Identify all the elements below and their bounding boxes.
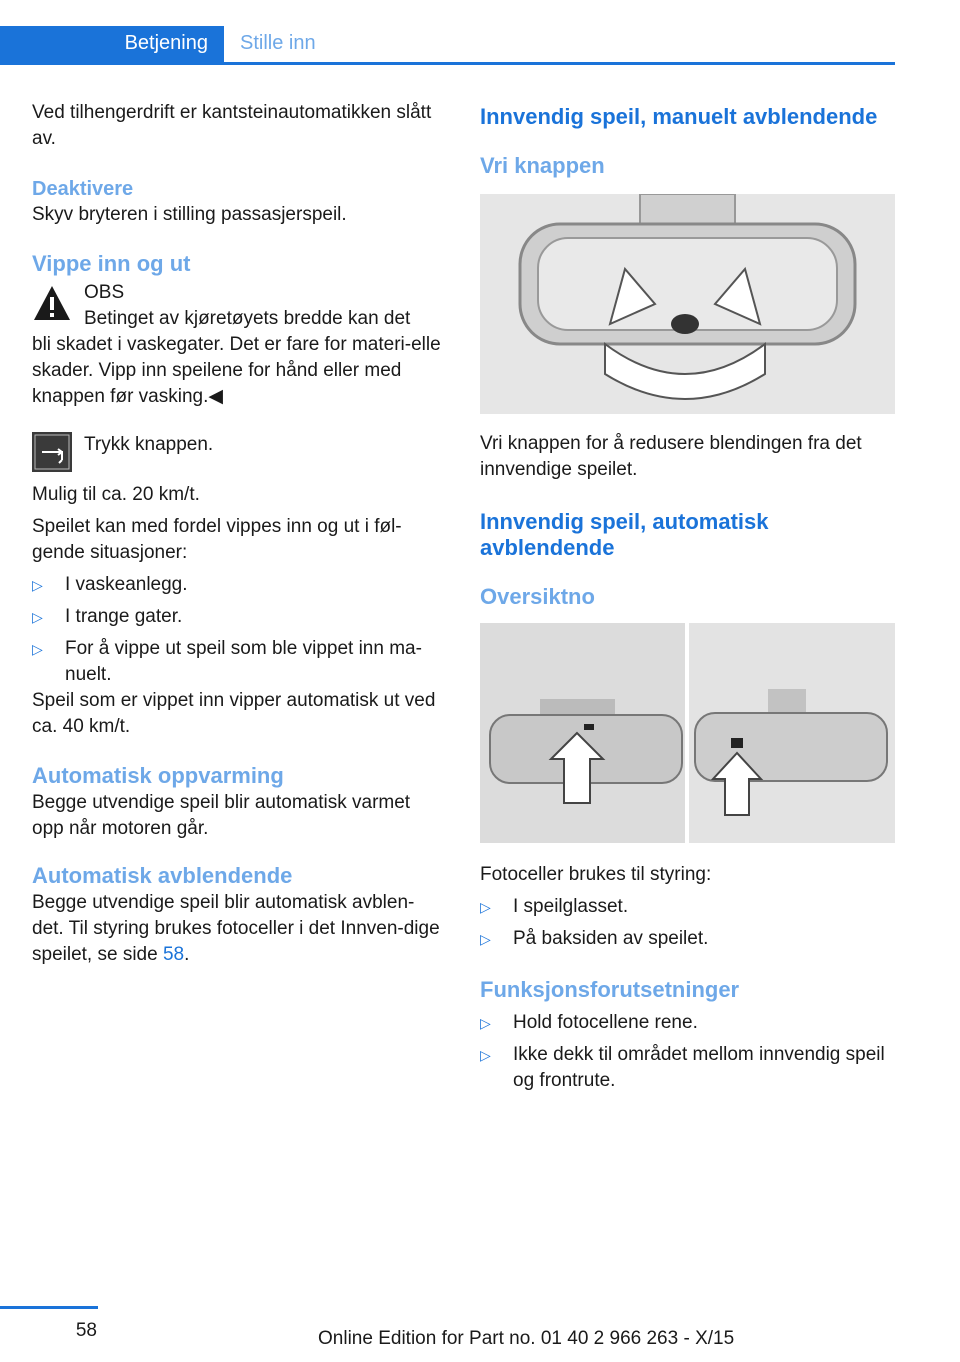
tab-betjening[interactable]: Betjening bbox=[0, 26, 224, 62]
trykk-text: Trykk knappen. bbox=[84, 434, 214, 455]
bullet-triangle-icon: ▷ bbox=[480, 899, 491, 915]
situation-list bbox=[32, 572, 442, 688]
bullet-triangle-icon: ▷ bbox=[32, 609, 43, 625]
list-item: ▷ Ikke dekk til området mellom innvendig speil og frontrute. bbox=[480, 1044, 885, 1091]
header-tabbar bbox=[0, 26, 895, 65]
foto-list bbox=[480, 894, 895, 952]
right-column bbox=[480, 100, 895, 1100]
footer-rule bbox=[0, 1306, 98, 1309]
warning-triangle-icon bbox=[32, 284, 72, 322]
page-link[interactable]: 58 bbox=[162, 944, 185, 965]
auto-mirror-illustration bbox=[480, 623, 895, 843]
deaktivere-heading: Deaktivere bbox=[32, 178, 134, 200]
obs-label: OBS bbox=[84, 282, 125, 303]
vippe-heading: Vippe inn og ut bbox=[32, 251, 191, 276]
obs-continuation: bli skadet i vaskegater. Det er fare for materi-elle skader. Vipp inn speilene for hånd eller med knappen før vasking.◀ bbox=[32, 334, 441, 407]
list-item: ▷ I vaskeanlegg. bbox=[32, 572, 442, 598]
vri-heading: Vri knappen bbox=[480, 153, 605, 178]
bullet-triangle-icon: ▷ bbox=[32, 577, 43, 593]
page-number: 58 bbox=[75, 1320, 97, 1341]
deaktivere-text: Skyv bryteren i stilling passasjerspeil. bbox=[32, 204, 347, 225]
manuelt-heading: Innvendig speil, manuelt avblendende bbox=[480, 104, 878, 129]
vri-text: Vri knappen for å redusere blendingen fra det innvendige speilet. bbox=[480, 433, 862, 480]
edition-text: Online Edition for Part no. 01 40 2 966 263 - X/15 bbox=[318, 1328, 735, 1349]
fold-button-row bbox=[32, 432, 442, 472]
manual-mirror-illustration bbox=[480, 194, 895, 414]
oversikt-heading: Oversiktno bbox=[480, 584, 595, 609]
avblendende-text: Begge utvendige speil blir automatisk avblen-det. Til styring brukes fotoceller i det Innven-dige speilet, se side 58. bbox=[32, 892, 440, 965]
bullet-triangle-icon: ▷ bbox=[32, 641, 43, 657]
oppvarming-text: Begge utvendige speil blir automatisk varmet opp når motoren går. bbox=[32, 792, 411, 839]
list-item: ▷ For å vippe ut speil som ble vippet inn ma-nuelt. bbox=[32, 638, 422, 685]
foto-text: Fotoceller brukes til styring: bbox=[480, 864, 712, 885]
bullet-triangle-icon: ▷ bbox=[480, 1015, 491, 1031]
oppvarming-heading: Automatisk oppvarming bbox=[32, 763, 284, 788]
obs-warning bbox=[32, 280, 442, 332]
list-item: ▷ I speilglasset. bbox=[480, 894, 895, 920]
bullet-triangle-icon: ▷ bbox=[480, 1047, 491, 1063]
list-item: ▷ I trange gater. bbox=[32, 604, 442, 630]
mulig-text: Mulig til ca. 20 km/t. bbox=[32, 484, 200, 505]
mirror-fold-button-icon bbox=[32, 432, 72, 472]
speilet-text: Speilet kan med fordel vippes inn og ut i føl-gende situasjoner: bbox=[32, 516, 402, 563]
obs-first-line: Betinget av kjøretøyets bredde kan det bbox=[84, 308, 411, 329]
tab-stille-inn[interactable]: Stille inn bbox=[240, 32, 316, 54]
bullet-triangle-icon: ▷ bbox=[480, 931, 491, 947]
funksjon-list bbox=[480, 1010, 895, 1094]
intro-text: Ved tilhengerdrift er kantsteinautomatikken slått av. bbox=[32, 102, 432, 149]
speil-auto-text: Speil som er vippet inn vipper automatisk ut ved ca. 40 km/t. bbox=[32, 690, 436, 737]
automatisk-heading: Innvendig speil, automatisk avblendende bbox=[480, 509, 769, 560]
avblendende-heading: Automatisk avblendende bbox=[32, 863, 293, 888]
list-item: ▷ Hold fotocellene rene. bbox=[480, 1010, 895, 1036]
list-item: ▷ På baksiden av speilet. bbox=[480, 926, 895, 952]
left-column bbox=[32, 100, 442, 968]
funksjon-heading: Funksjonsforutsetninger bbox=[480, 977, 740, 1002]
